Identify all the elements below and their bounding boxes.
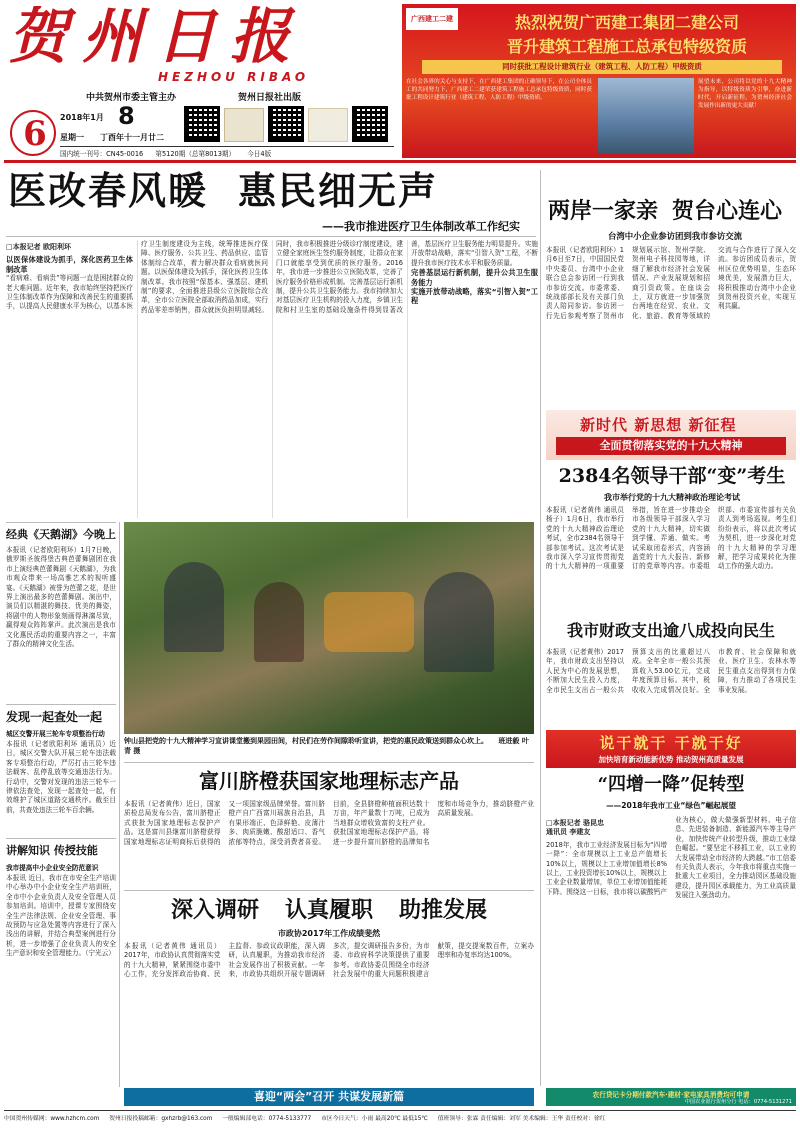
left-column-divider [119,522,120,1087]
lead-rule [6,236,536,237]
lead-headline [8,168,538,214]
ad-body-text: 在社会各界的关心与支持下，在广西建工集团的正确领导下，在公司全体员工的共同努力下，广西建工二建荣获建筑工程施工总承包特级资质，同时获批工程设计建筑行业（建筑工程、人防工程）甲级资质。 [406,79,592,101]
qr-code-icon-3 [352,106,388,142]
lead-byline: □本报记者 欧阳利环 [6,243,72,251]
app-badge-icon [224,108,264,142]
photo-caption-text: 钟山县把党的十九大精神学习宣讲课堂搬到果园田间，村民们在劳作间隙聆听宣讲，把党的惠民政策送到群众心坎上。 [124,737,488,745]
lead-title-2: 惠民细无声 [238,168,439,213]
lead-title-1: 医改春风暖 [8,168,209,213]
deep-headline [124,894,534,926]
date-day: 8 [118,102,135,130]
lunar-date: 丁酉年十一月廿二 [100,133,164,142]
four-increase-headline: “四增一降”促转型 [597,774,745,795]
page-count: 今日4版 [247,150,272,157]
taiwan-title-2: 贺台心连心 [672,198,783,224]
opera-headline: 经典《天鹅湖》今晚上 [6,528,116,541]
ad-headline-2: 晋升建筑工程施工总承包特级资质 [506,37,747,56]
photo-credit: 班进毅 叶青 摄 [124,737,529,755]
ad-body-2-text: 展望未来，公司将以党的十九大精神为指导，以特级资质为引擎，奋进新时代，开启新征程，为贺州经济社会发展作出新的更大贡献！ [698,79,792,109]
deep-title-1: 深入调研 [170,897,259,923]
footer-tel: 一般编辑部电话：0774-5133777 [222,1116,312,1122]
photo-caption [124,736,534,760]
inspection-body: 本报讯（记者欧阳利环 通讯员）近日，城区交警大队开展三轮车违法载客专项整治行动，严厉打击三轮车违法载客、乱停乱放等交通违法行为。行动中，交警对发现的违法三轮车一律依法查处，发现一起查处一起，有效维护了城区道路交通秩序。截至目前，共查处违法三轮车百余辆。 [6,740,116,814]
masthead-publisher: 贺州日报社出版 [238,93,302,103]
lead-subhead-2: 完善基层运行新机制，提升公共卫生服务能力 [411,268,538,287]
cadres-subtitle: 我市举行党的十九大精神政治理论考试 [604,493,740,502]
deep-body: 本报讯（记者黄伟 通讯员）2017年，市政协认真贯彻落实党的十九大精神，紧紧围绕市委中心工作，充分发挥政治协商、民主监督、参政议政职能，深入调研，认真履职，为推动我市经济社会发展作出了积极贡献。一年来，市政协共组织开展专题调研多次，提交调研报告多份，为市委、市政府科学决策提供了重要参考。市政协委员围绕全市经济社会发展中的重大问题积极建言献策，提交提案数百件，立案办理率和办复率均达100%。 [124,942,534,979]
cn-number: 国内统一刊号：CN45-0016 [60,150,144,157]
fiscal-headline: 我市财政支出逾八成投向民生 [566,621,775,640]
slogan-ad-big: 说干就干 干就干好 [599,734,743,752]
inspection-headline: 发现一起查处一起 [6,710,103,724]
deep-subtitle: 市政协2017年工作成绩斐然 [277,929,381,938]
masthead-rule [4,160,796,163]
lead-subhead-1: 以医保体建设为抓手，深化医药卫生体制改革 [6,255,133,274]
masthead-title: 贺州日报 [8,6,304,72]
bottom-banner: 喜迎“两会”召开 共谋发展新篇 [124,1088,534,1106]
four-increase-subtitle: ——2018年我市工业“绿色”崛起展望 [606,801,736,810]
masthead [8,6,392,90]
mid-ad [546,410,796,460]
opera-body: 本报讯（记者欧阳利环）1月7日晚，俄罗斯圣彼得堡古典芭蕾舞剧团在我市上演经典芭蕾舞剧《天鹅湖》，为我市观众带来一场高雅艺术的视听盛宴。《天鹅湖》被誉为芭蕾之花，是世界上演出最多的芭蕾舞剧。演出中，演员们以精湛的舞技、优美的舞姿，将剧中的人物形象刻画得淋漓尽致，赢得观众阵阵掌声。此次演出是我市文化惠民活动的重要内容之一，丰富了群众的精神文化生活。 [6,546,116,649]
gourd-body: 本报讯（记者黄伟）近日，国家质检总局发布公告，富川脐橙正式获批为国家地理标志保护产品。这是富川县继富川脐橙获得国家地理标志证明商标后获得的又一项国家级品牌荣誉。富川脐橙产自广西富川瑶族自治县，具有果形端正、色泽鲜艳、皮薄汁多、肉质脆嫩、酸甜适口、香气浓郁等特点，深受消费者喜爱。目前，全县脐橙种植面积达数十万亩，年产量数十万吨，已成为当地群众增收致富的支柱产业。获批国家地理标志保护产品，将进一步提升富川脐橙的品牌知名度和市场竞争力，推动脐橙产业高质量发展。 [124,800,534,846]
ad-body [406,78,592,154]
wechat-badge-icon [308,108,348,142]
column-divider-lower [540,740,541,1086]
four-increase-body-text: 2018年，我市工业经济发展目标为“四增一降”：全市规模以上工业总产值增长10%以上，规模以上工业增加值增长8%以上，工业投资增长10%以上，规模以上工业企业数量增加，单位工业增加值能耗下降。围绕这一目标，我市将以碳酸钙产业为核心，做大做强新型材料、电子信息、先进装备制造、新能源汽车等主导产业，加快传统产业转型升级，推动工业绿色崛起。“要坚定不移抓工业，以工业的大发展带动全市经济的大跨越。”市工信委有关负责人表示，今年我市将重点实施一批重大工业项目，全力推动园区基础设施建设，提升园区承载能力，为工业高质量发展注入强劲动力。 [546,816,796,900]
top-ad [402,4,796,158]
lead-subhead-3: 实施开放带动战略，落实“引智入贺”工程 [411,287,538,306]
fiscal-body: 本报讯（记者黄伟）2017年，我市财政支出坚持以人民为中心的发展思想，不断加大民生投入力度，全市民生支出占一般公共预算支出的比重超过八成。全年全市一般公共预算收入53.00亿元，完成年度预算目标。其中，税收收入完成情况良好。全市教育、社会保障和就业、医疗卫生、农林水等民生重点支出得到有力保障，有力推动了各项民生事业发展。 [546,648,796,694]
ad-company-logo: 广西建工二建 [406,8,458,30]
taiwan-subtitle: 台湾中小企业参访团到我市参访交流 [608,231,742,241]
gourd-headline: 富川脐橙获国家地理标志产品 [199,769,459,793]
bottom-ad-sub: 中国农业银行贺州分行 电话：0774-5131271 [684,1099,792,1105]
mid-ad-line-1: 新时代 新思想 新征程 [580,416,737,434]
deep-title-3: 助推发展 [399,897,488,923]
weekday: 星期一 [60,133,84,142]
mid-ad-line-2: 全面贯彻落实党的十九大精神 [556,437,786,455]
ad-ribbon: 同时获批工程设计建筑行业（建筑工程、人防工程）甲级资质 [422,60,782,74]
deep-title-2: 认真履职 [284,897,373,923]
security-body: 本报讯 近日，我市在市安全生产培训中心举办中小企业安全生产培训班，全市中小企业负责人及安全管理人员参加培训。培训中，授课专家围绕安全生产法律法规、企业安全管理、事故预防与应急处置等内容进行了深入浅出的讲解，并结合典型案例进行分析，进一步增强了企业负责人的安全生产意识和安全管理能力。（宁光云） [6,874,116,958]
lead-body-text: “看病难、看病贵”等问题一直是困扰群众的老大难问题。近年来，我市始终坚持把医疗卫生体制改革作为保障和改善民生的重要抓手，以提高人民健康水平为核心，以基本医疗卫生制度建设为主线，统筹推进医疗保障、医疗服务、公共卫生、药品供应、监管体制综合改革，着力解决群众看病就医问题。以医保体建设为抓手，深化医药卫生体制改革。我市按照“保基本、强基层、建机制”的要求，全面推进县级公立医院综合改革，全市公立医院全部取消药品加成，实行药品零差率销售，群众就医负担明显减轻。同时，我市积极推进分级诊疗制度建设，建立健全家庭医生签约服务制度，让群众在家门口就能享受到优质的医疗服务。2016年，我市进一步推进公立医院改革，完善了医疗服务价格形成机制。完善基层运行新机制，提升公共卫生服务能力。我市持续加大对基层医疗卫生机构的投入力度，乡镇卫生院和村卫生室的基础设施条件得到显著改善，基层医疗卫生服务能力明显提升。实施开放带动战略，落实“引智入贺”工程，不断提升我市医疗技术水平和服务质量。 [6,240,538,314]
four-increase-byline: □本报记者 骆昆忠 通讯员 李建友 [546,819,605,837]
ad-body-2 [698,78,792,154]
inspection-subtitle: 城区交警开展三轮车专项整治行动 [6,730,105,738]
date-year-month: 2018年1月 [60,113,104,122]
ad-headline-1: 热烈祝贺广西建工集团二建公司 [514,13,739,32]
qr-code-icon [184,106,220,142]
ad-building-photo [598,78,694,154]
news-photo [124,522,534,734]
security-headline: 讲解知识 传授技能 [6,844,98,857]
column-divider [540,170,541,740]
taiwan-title-1: 两岸一家亲 [548,198,659,224]
footer-editors: 值班领导：张霖 责任编辑：刘军 美术编辑：王华 责任校对：徐红 [437,1116,606,1122]
bottom-ad-text: 农行贷记卡分期付款汽车·建材·家电家具消费均可申请 [592,1091,750,1099]
taiwan-body: 本报讯（记者欧阳利环）1月6日至7日，中国国民党中央委员、台湾中小企业联合总会参访团一行到我市参访交流。市委常委、统战部部长及有关部门负责人陪同参访。参访团一行先后参观考察了贺州市规划展示馆、贺州学院、贺州电子科技园等地，详细了解我市经济社会发展情况、产业发展规划和招商引资政策。在座谈会上，双方就进一步加强贺台两地在经贸、农业、文化、旅游、教育等领域的交流与合作进行了深入交流。参访团成员表示，贺州区位优势明显，生态环境优美，发展潜力巨大，将积极推动台湾中小企业到贺州投资兴业，实现互利共赢。 [546,246,796,320]
cadres-body: 本报讯（记者黄伟 通讯员杨子）1月6日，我市举行党的十九大精神政治理论考试，全市2384名领导干部参加考试。这次考试是我市深入学习宣传贯彻党的十九大精神的一项重要举措，旨在进一步推动全市各级领导干部深入学习党的十九大精神，切实做到学懂、弄通、做实。考试采取闭卷形式，内容涵盖党的十九大报告、新修订的党章等内容。市委组织部、市委宣传部有关负责人到考场巡视。考生们纷纷表示，将以此次考试为契机，进一步深化对党的十九大精神的学习理解，把学习成果转化为推动工作的强大动力。 [546,506,796,571]
slogan-ad [546,730,796,768]
bottom-ad [546,1088,796,1106]
masthead-pinyin: HEZHOU RIBAO [158,70,310,84]
masthead-sponsor: 中共贺州市委主管主办 [86,93,177,103]
taiwan-headline [548,196,796,226]
masthead-sponsor-row [8,90,394,104]
slogan-ad-small: 加快培育新动能新优势 推动贺州高质量发展 [598,755,744,764]
issue-info-row [60,146,394,157]
qr-code-icon-2 [268,106,304,142]
footer [4,1113,796,1125]
issue-number: 第5120期（总第8013期） [155,150,236,157]
footer-email: 贺州日报投稿邮箱：gxhzrb@163.com [109,1116,213,1122]
security-subtitle: 我市提高中小企业安全防范意识 [6,864,99,872]
lead-subtitle: ——我市推进医疗卫生体制改革工作纪实 [322,220,520,233]
four-increase-body [546,816,796,1082]
footer-weather: 市区今日天气：小雨 最高20℃ 最低15℃ [321,1116,428,1122]
footer-website: 中国贺州传媒网：www.hzhcm.com [4,1116,100,1122]
lead-body [6,240,538,518]
cadres-headline: 2384名领导干部“变”考生 [558,465,786,487]
paper-logo: 6 [10,110,56,156]
